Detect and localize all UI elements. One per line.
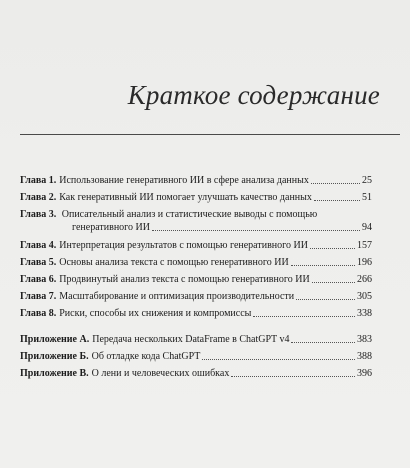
table-of-contents [20, 174, 372, 384]
toc-entry-appendix-a [20, 333, 372, 346]
toc-entry-title: Об отладке кода ChatGPT [91, 350, 201, 362]
toc-entry-page: 196 [357, 256, 372, 268]
toc-entry-page: 94 [362, 222, 372, 234]
toc-entry-label: Приложение В. [20, 367, 89, 379]
toc-entry-line-1 [20, 208, 372, 221]
toc-entry-label: Глава 1. [20, 175, 57, 186]
toc-entry-title: Описательный анализ и статистические выводы с помощью [61, 209, 318, 221]
toc-entry-line-2 [20, 221, 372, 234]
dot-leader [231, 376, 355, 377]
toc-entry-title: Основы анализа текста с помощью генеративного ИИ [59, 256, 289, 268]
toc-entry-title: Передача нескольких DataFrame в ChatGPT v4 [92, 333, 290, 345]
toc-entry-label: Глава 8. [20, 308, 57, 320]
dot-leader [296, 299, 355, 300]
toc-entry-chapter-3 [20, 208, 372, 234]
toc-entry-label: Приложение А. [20, 333, 90, 345]
toc-entry-chapter-4 [20, 239, 372, 252]
toc-entry-chapter-2 [20, 191, 372, 204]
toc-entry-appendix-c [20, 367, 372, 380]
toc-entry-label: Глава 3. [20, 209, 57, 221]
page-title: Краткое содержание [127, 80, 380, 110]
section-gap [20, 325, 372, 333]
toc-entry-title: Продвинутый анализ текста с помощью генеративного ИИ [59, 273, 310, 285]
toc-entry-page: 388 [357, 350, 372, 362]
toc-entry-title: О лени и человеческих ошибках [91, 367, 230, 379]
toc-entry-label: Глава 2. [20, 192, 57, 204]
dot-leader [291, 342, 355, 343]
toc-entry-page: 266 [357, 273, 372, 285]
toc-entry-page: 157 [357, 239, 372, 251]
toc-entry-chapter-6 [20, 273, 372, 286]
toc-entry-chapter-1 [20, 174, 372, 187]
toc-entry-page: 305 [357, 291, 372, 303]
dot-leader [310, 248, 355, 249]
dot-leader [152, 230, 360, 231]
toc-entry-title: Как генеративный ИИ помогает улучшать качество данных [59, 192, 312, 204]
toc-entry-page: 383 [357, 333, 372, 345]
toc-entry-label: Глава 6. [20, 273, 57, 285]
toc-entry-chapter-5 [20, 256, 372, 269]
title-divider [20, 134, 400, 135]
toc-entry-label: Глава 5. [20, 256, 57, 268]
toc-entry-title: Использование генеративного ИИ в сфере анализа данных [59, 175, 309, 186]
toc-entry-page: 396 [357, 367, 372, 379]
toc-entry-title: Риски, способы их снижения и компромиссы [59, 308, 252, 320]
dot-leader [253, 316, 355, 317]
dot-leader [202, 359, 355, 360]
toc-entry-chapter-8 [20, 307, 372, 320]
toc-entry-label: Глава 7. [20, 291, 57, 303]
dot-leader [314, 200, 360, 201]
toc-entry-label: Приложение Б. [20, 350, 89, 362]
toc-entry-page: 25 [362, 175, 372, 186]
toc-entry-appendix-b [20, 350, 372, 363]
toc-entry-label: Глава 4. [20, 239, 57, 251]
toc-entry-title-continued: генеративного ИИ [72, 222, 150, 234]
toc-entry-title: Интерпретация результатов с помощью генеративного ИИ [59, 239, 308, 251]
toc-entry-page: 51 [362, 192, 372, 204]
dot-leader [312, 282, 355, 283]
toc-entry-page: 338 [357, 308, 372, 320]
toc-entry-chapter-7 [20, 290, 372, 303]
dot-leader [291, 265, 355, 266]
toc-entry-title: Масштабирование и оптимизация производительности [59, 291, 295, 303]
dot-leader [311, 183, 360, 184]
